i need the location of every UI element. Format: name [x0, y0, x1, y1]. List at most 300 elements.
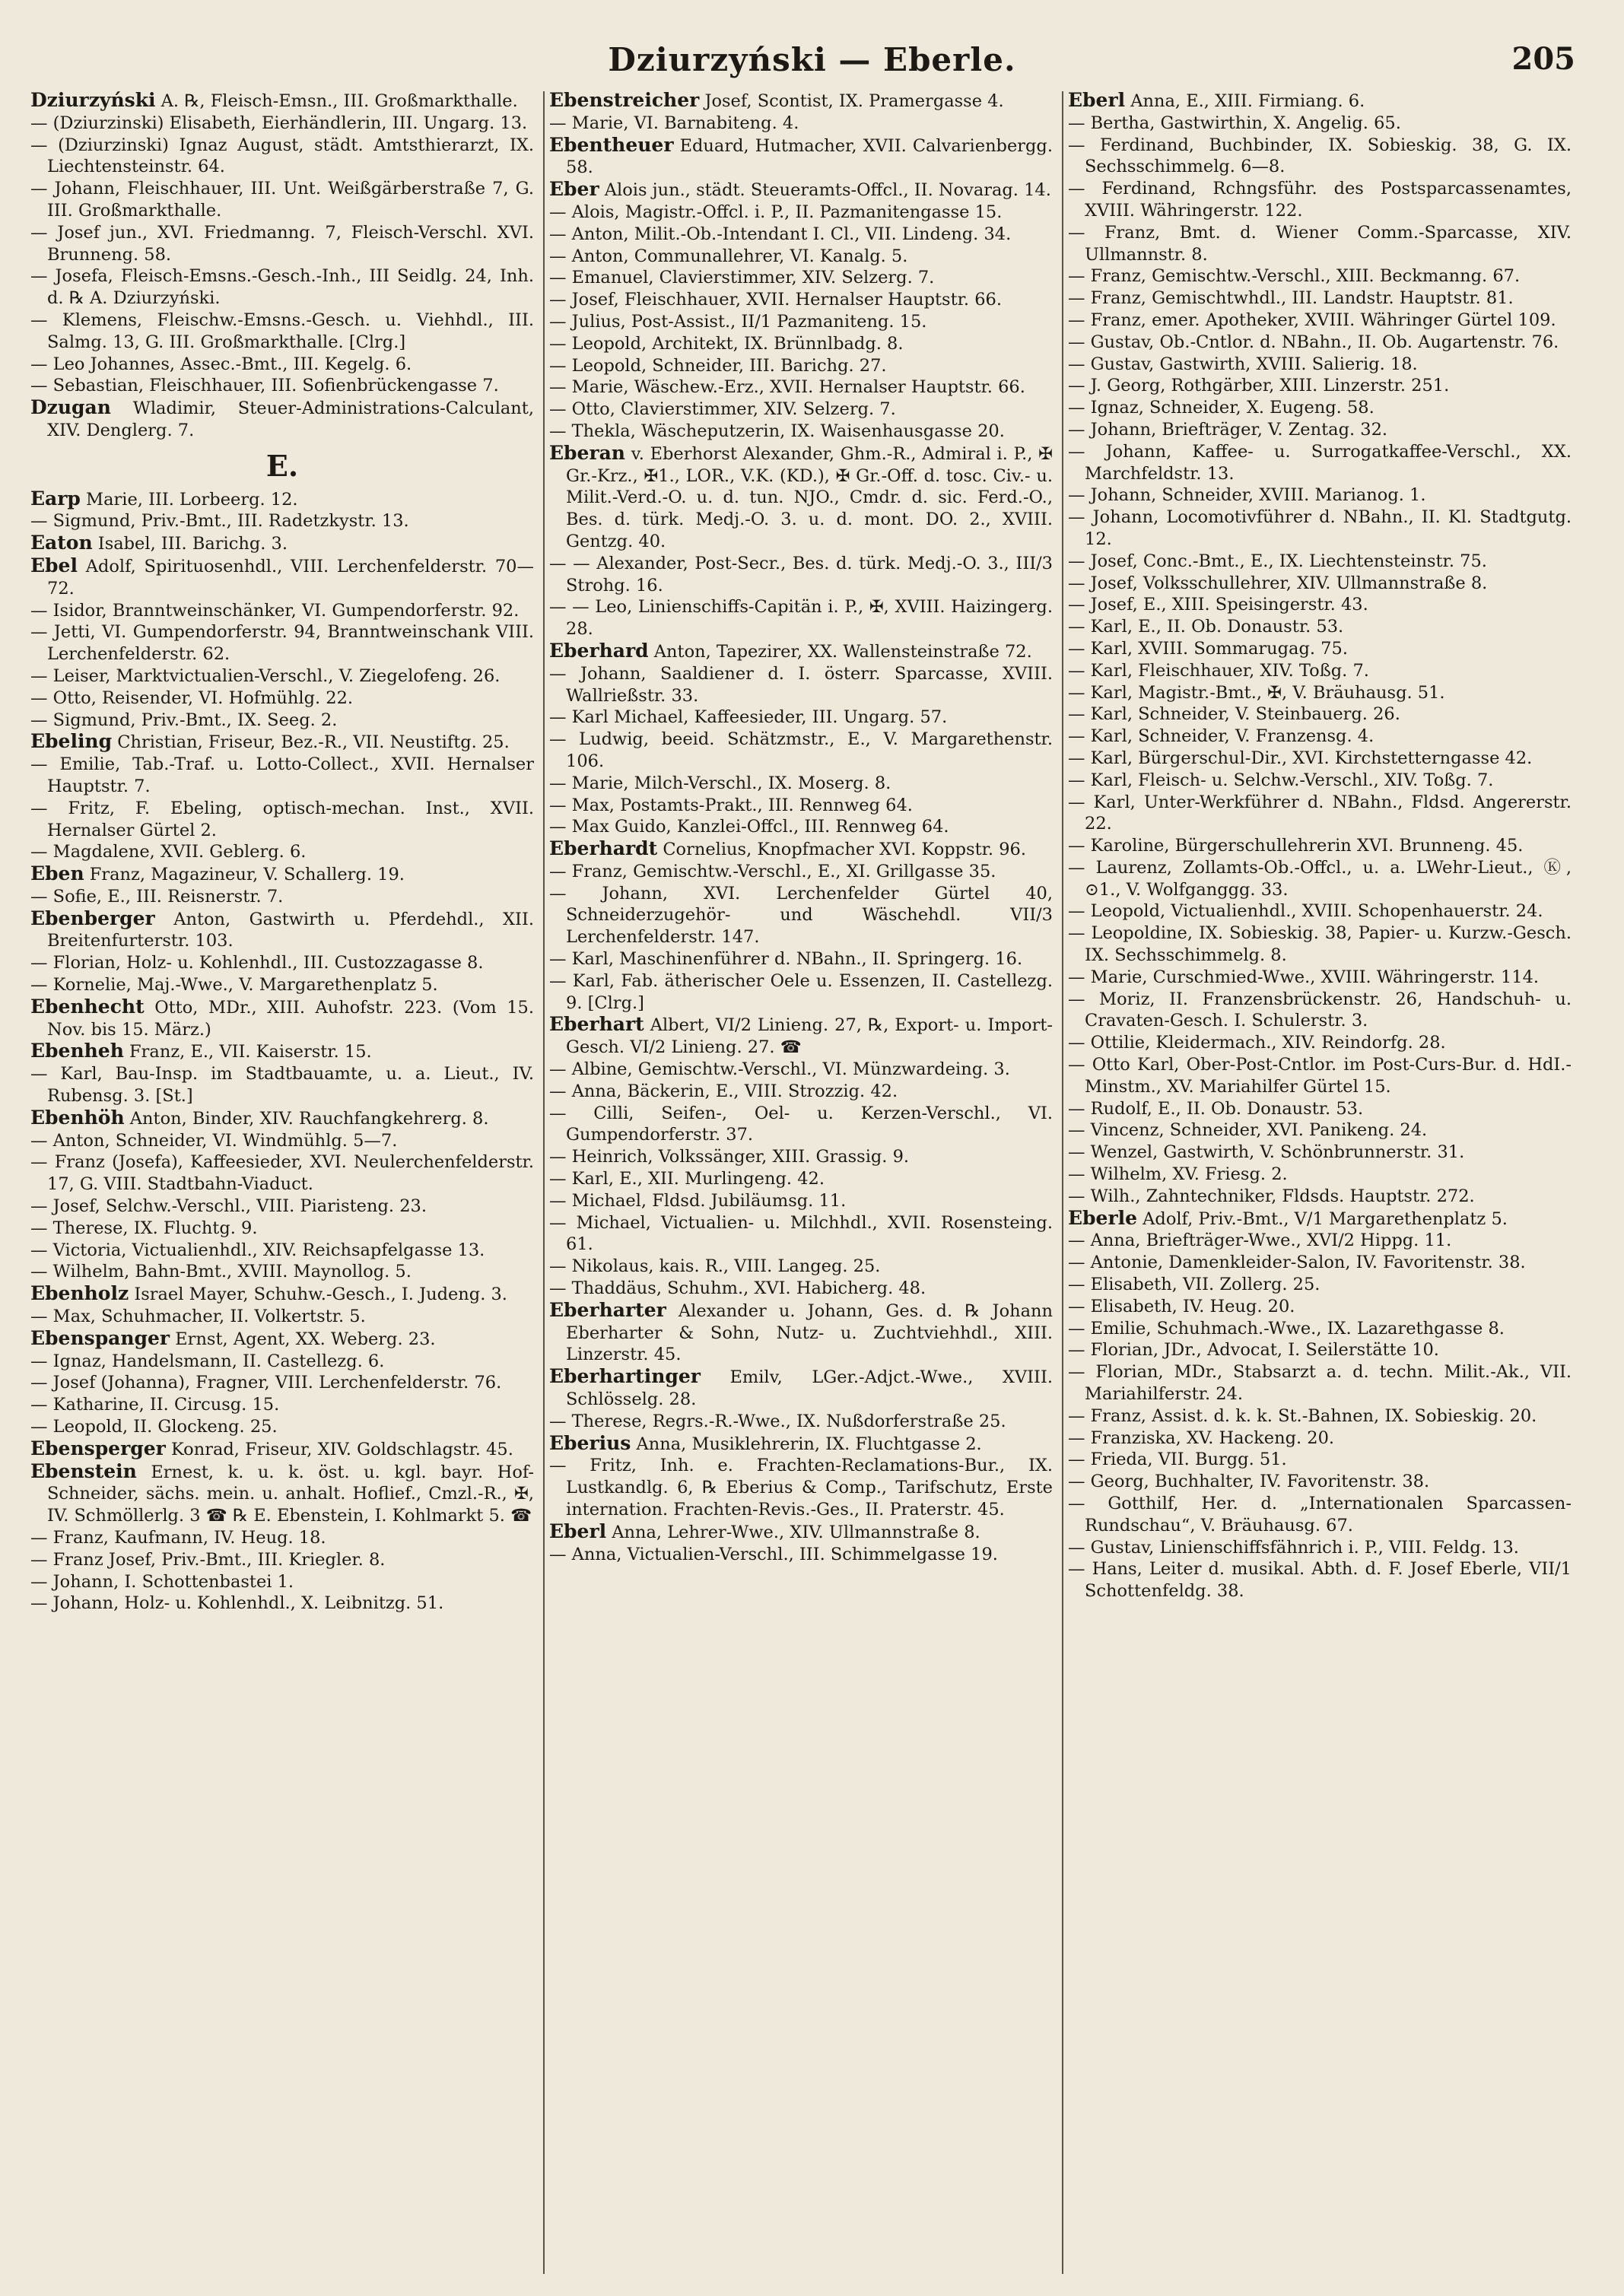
entry-text: — Therese, Regrs.-R.-Wwe., IX. Nußdorferstraße 25.: [549, 1411, 1006, 1431]
entry-surname: Ebel: [30, 554, 78, 576]
directory-entry: [549, 1103, 1053, 1147]
entry-text: — Franz, Gemischtw.-Verschl., E., XI. Grillgasse 35.: [549, 861, 996, 881]
directory-entry: [549, 883, 1053, 948]
entry-surname: Ebenberger: [30, 907, 155, 929]
column-3: [1068, 90, 1572, 2280]
directory-entry: [549, 553, 1053, 597]
entry-text: Josef, Scontist, IX. Pramergasse 4.: [699, 91, 1004, 111]
directory-entry: [30, 1306, 534, 1328]
directory-entry: [30, 621, 534, 665]
entry-text: — Johann, Saaldiener d. I. österr. Sparcasse, XVIII. Wallrießstr. 33.: [549, 663, 1053, 706]
entry-text: — Julius, Post-Assist., II/1 Pazmaniteng. 15.: [549, 311, 927, 332]
directory-entry: [1068, 660, 1572, 682]
directory-entry: [30, 1593, 534, 1615]
directory-entry: [1068, 1252, 1572, 1274]
entry-text: — Josef, Fleischhauer, XVII. Hernalser Hauptstr. 66.: [549, 290, 1003, 310]
directory-entry: [549, 399, 1053, 421]
directory-entry: [30, 665, 534, 688]
directory-entry: [549, 90, 1053, 113]
entry-text: — Josef jun., XVI. Friedmanng. 7, Fleisch-Verschl. XVI. Brunneng. 58.: [30, 222, 534, 265]
entry-surname: Ebeling: [30, 730, 113, 753]
entry-text: — Sigmund, Priv.-Bmt., IX. Seeg. 2.: [30, 710, 338, 730]
entry-text: — Franz, Assist. d. k. k. St.-Bahnen, IX. Sobieskig. 20.: [1068, 1405, 1537, 1426]
directory-entry: [1068, 113, 1572, 135]
directory-entry: [30, 488, 534, 511]
entry-surname: Ebentheuer: [549, 133, 674, 156]
directory-entry: [30, 1151, 534, 1196]
entry-surname: Ebenholz: [30, 1282, 129, 1305]
directory-entry: [549, 1256, 1053, 1278]
directory-entry: [549, 816, 1053, 838]
entry-surname: Dzugan: [30, 396, 111, 419]
directory-entry: [1068, 484, 1572, 507]
directory-entry: [549, 1081, 1053, 1103]
directory-entry: [30, 1549, 534, 1571]
directory-entry: [1068, 1537, 1572, 1559]
entry-text: — Franz Josef, Priv.-Bmt., III. Kriegler. 8.: [30, 1549, 386, 1570]
directory-entry: [1068, 551, 1572, 573]
entry-text: — Karl, Bau-Insp. im Stadtbauamte, u. a. Lieut., IV. Rubensg. 3. [St.]: [30, 1064, 534, 1107]
directory-entry: [30, 1063, 534, 1107]
directory-entry: [30, 1261, 534, 1283]
entry-text: — Johann, I. Schottenbastei 1.: [30, 1571, 294, 1592]
directory-entry: [30, 135, 534, 179]
directory-entry: [30, 1040, 534, 1063]
directory-entry: [1068, 375, 1572, 397]
entry-text: — Kornelie, Maj.-Wwe., V. Margarethenplatz 5.: [30, 975, 438, 996]
directory-entry: [1068, 1427, 1572, 1450]
entry-surname: Dziurzyński: [30, 90, 156, 111]
directory-entry: [1068, 1361, 1572, 1405]
entry-text: — Georg, Buchhalter, IV. Favoritenstr. 38.: [1068, 1472, 1430, 1492]
directory-entry: [549, 1300, 1053, 1366]
entry-surname: Ebenhecht: [30, 995, 145, 1018]
entry-text: — Marie, VI. Barnabiteng. 4.: [549, 113, 799, 133]
column-rule: [1062, 91, 1063, 2274]
entry-text: — Wenzel, Gastwirth, V. Schönbrunnerstr. 31.: [1068, 1142, 1465, 1163]
entry-text: — Emanuel, Clavierstimmer, XIV. Selzerg. 7.: [549, 268, 935, 288]
directory-entry: [30, 798, 534, 842]
entry-text: Alexander u. Johann, Ges. d. ℞ Johann Eberharter & Sohn, Nutz- u. Zuchtviehhdl., XIII. Linzerstr. 45.: [566, 1300, 1053, 1365]
directory-entry: [549, 113, 1053, 135]
entry-text: — Franz, Bmt. d. Wiener Comm.-Sparcasse, XIV. Ullmannstr. 8.: [1068, 222, 1572, 265]
directory-entry: [549, 376, 1053, 399]
entry-text: — Sigmund, Priv.-Bmt., III. Radetzkystr. 13.: [30, 511, 409, 532]
entry-text: — Ottilie, Kleidermach., XIV. Reindorfg. 28.: [1068, 1033, 1446, 1053]
entry-text: — (Dziurzinski) Ignaz August, städt. Amtsthierarzt, IX. Liechtensteinstr. 64.: [30, 135, 534, 177]
entry-text: — Anna, Victualien-Verschl., III. Schimmelgasse 19.: [549, 1544, 998, 1564]
directory-entry: [1068, 1274, 1572, 1296]
entry-text: — Magdalene, XVII. Geblerg. 6.: [30, 842, 307, 862]
entry-text: — Laurenz, Zollamts-Ob.-Offcl., u. a. LWehr-Lieut., Ⓚ, ⊙1., V. Wolfganggg. 33.: [1068, 857, 1572, 900]
entry-text: — Karl, Fab. ätherischer Oele u. Essenzen, II. Castellezg. 9. [Clrg.]: [549, 970, 1053, 1013]
entry-text: — Leo Johannes, Assec.-Bmt., III. Kegelg. 6.: [30, 354, 412, 374]
entry-surname: Eberius: [549, 1431, 631, 1454]
directory-entry: [549, 443, 1053, 553]
directory-entry: [549, 1433, 1053, 1456]
entry-text: Konrad, Friseur, XIV. Goldschlagstr. 45.: [165, 1439, 513, 1459]
entry-text: — Ignaz, Handelsmann, II. Castellezg. 6.: [30, 1351, 385, 1371]
directory-entry: [30, 908, 534, 953]
entry-text: — Franz, Kaufmann, IV. Heug. 18.: [30, 1528, 326, 1548]
directory-entry: [30, 1438, 534, 1461]
entry-text: Anna, Lehrer-Wwe., XIV. Ullmannstraße 8.: [606, 1522, 980, 1542]
directory-entry: [549, 1212, 1053, 1256]
entry-text: Isabel, III. Barichg. 3.: [92, 534, 288, 554]
entry-text: — Max Guido, Kanzlei-Offcl., III. Rennweg 64.: [549, 817, 949, 837]
entry-text: — Johann, Briefträger, V. Zentag. 32.: [1068, 419, 1388, 440]
entry-text: Israel Mayer, Schuhw.-Gesch., I. Judeng. 3.: [129, 1285, 507, 1305]
entry-text: — Antonie, Damenkleider-Salon, IV. Favoritenstr. 38.: [1068, 1253, 1526, 1273]
directory-entry: [549, 355, 1053, 377]
directory-entry: [30, 510, 534, 532]
entry-surname: Ebenheh: [30, 1040, 124, 1062]
entry-text: Alois jun., städt. Steueramts-Offcl., II. Novarag. 14.: [599, 180, 1051, 201]
entry-text: — Marie, Curschmied-Wwe., XVIII. Währingerstr. 114.: [1068, 967, 1540, 987]
entry-text: — Frieda, VII. Burgg. 51.: [1068, 1450, 1287, 1470]
directory-entry: [1068, 178, 1572, 222]
entry-text: — Leopold, II. Glockeng. 25.: [30, 1417, 278, 1437]
directory-entry: [549, 838, 1053, 861]
entry-text: — Franz, Gemischtwhdl., III. Landstr. Hauptstr. 81.: [1068, 288, 1514, 309]
entry-text: — Josefa, Fleisch-Emsns.-Gesch.-Inh., III Seidlg. 24, Inh. d. ℞ A. Dziurzyński.: [30, 266, 534, 309]
entry-text: Adolf, Spirituosenhdl., VIII. Lerchenfelderstr. 70—72.: [47, 556, 534, 599]
entry-text: — Karl, Magistr.-Bmt., ✠, V. Bräuhausg. 51.: [1068, 682, 1445, 703]
directory-entry: [30, 731, 534, 754]
entry-text: — Johann, Kaffee- u. Surrogatkaffee-Verschl., XX. Marchfeldstr. 13.: [1068, 441, 1572, 484]
entry-text: — Otto, Reisender, VI. Hofmühlg. 22.: [30, 688, 354, 708]
directory-entry: [549, 729, 1053, 773]
directory-entry: [1068, 770, 1572, 792]
entry-text: — Wilh., Zahntechniker, Fldsds. Hauptstr. 272.: [1068, 1186, 1475, 1206]
directory-entry: [30, 886, 534, 908]
directory-entry: [549, 1146, 1053, 1168]
directory-entry: [1068, 923, 1572, 967]
directory-entry: [1068, 90, 1572, 113]
entry-surname: Ebenstein: [30, 1459, 137, 1482]
entry-text: — Michael, Victualien- u. Milchhdl., XVII. Rosensteing. 61.: [549, 1212, 1053, 1255]
directory-entry: [1068, 594, 1572, 616]
directory-entry: [1068, 857, 1572, 901]
entry-text: — Franz (Josefa), Kaffeesieder, XVI. Neulerchenfelderstr. 17, G. VIII. Stadtbahn-Viaduct.: [30, 1152, 534, 1195]
section-letter: E.: [265, 448, 299, 483]
directory-entry: [30, 710, 534, 732]
entry-text: — Otto, Clavierstimmer, XIV. Selzerg. 7.: [549, 399, 896, 420]
directory-entry: [549, 596, 1053, 640]
entry-text: Christian, Friseur, Bez.-R., VII. Neustiftg. 25.: [112, 732, 510, 753]
directory-entry: [1068, 222, 1572, 266]
directory-entry: [1068, 638, 1572, 660]
entry-surname: Eberharter: [549, 1298, 666, 1321]
entry-text: — Sofie, E., III. Reisnerstr. 7.: [30, 886, 284, 907]
entry-text: — Thekla, Wäscheputzerin, IX. Waisenhausgasse 20.: [549, 421, 1005, 441]
entry-text: A. ℞, Fleisch-Emsn., III. Großmarkthalle.: [155, 91, 518, 111]
entry-text: — Fritz, Inh. e. Frachten-Reclamations-Bur., IX. Lustkandlg. 6, ℞ Eberius & Comp., Tarifschutz, Erste internation. Frachten-Revis.-Ges., II. Praterstr. 45.: [549, 1456, 1053, 1520]
directory-entry: [30, 1328, 534, 1351]
entry-surname: Eben: [30, 862, 84, 885]
entry-text: — Karl, XVIII. Sommarugag. 75.: [1068, 638, 1348, 659]
entry-text: — Karl, Schneider, V. Steinbauerg. 26.: [1068, 704, 1400, 725]
entry-text: — Bertha, Gastwirthin, X. Angelig. 65.: [1068, 113, 1401, 133]
directory-entry: [549, 246, 1053, 268]
directory-entry: [30, 1240, 534, 1262]
directory-entry: [549, 289, 1053, 311]
entry-text: — — Leo, Linienschiffs-Capitän i. P., ✠, XVIII. Haizingerg. 28.: [549, 597, 1053, 640]
directory-entry: [1068, 441, 1572, 485]
directory-entry: [30, 1372, 534, 1394]
entry-text: — Franz, emer. Apotheker, XVIII. Währinger Gürtel 109.: [1068, 310, 1556, 330]
entry-text: — Karl, Unter-Werkführer d. NBahn., Fldsd. Angererstr. 22.: [1068, 792, 1572, 834]
entry-text: — Emilie, Tab.-Traf. u. Lotto-Collect., XVII. Hernalser Hauptstr. 7.: [30, 754, 534, 796]
directory-entry: [30, 1571, 534, 1593]
directory-entry: [30, 222, 534, 266]
directory-entry: [549, 135, 1053, 179]
directory-entry: [30, 375, 534, 397]
entry-text: — Leopold, Architekt, IX. Brünnlbadg. 8.: [549, 333, 904, 354]
directory-entry: [549, 1190, 1053, 1212]
directory-entry: [549, 1455, 1053, 1520]
entry-text: — Gustav, Linienschiffsfähnrich i. P., VIII. Feldg. 13.: [1068, 1537, 1519, 1558]
entry-text: — Heinrich, Volkssänger, XIII. Grassig. 9.: [549, 1147, 910, 1167]
directory-entry: [30, 688, 534, 710]
entry-text: — — Alexander, Post-Secr., Bes. d. türk. Medj.-O. 3., III/3 Strohg. 16.: [549, 553, 1053, 595]
entry-text: — Anton, Milit.-Ob.-Intendant I. Cl., VII. Lindeng. 34.: [549, 224, 1012, 244]
entry-text: — Vincenz, Schneider, XVI. Panikeng. 24.: [1068, 1120, 1428, 1141]
entry-surname: Eberhard: [549, 639, 649, 662]
entry-surname: Ebensperger: [30, 1437, 166, 1459]
entry-text: — Elisabeth, IV. Heug. 20.: [1068, 1296, 1295, 1316]
entry-text: Franz, E., VII. Kaiserstr. 15.: [123, 1042, 372, 1062]
directory-entry: [549, 970, 1053, 1015]
directory-entry: [30, 555, 534, 600]
entry-text: Otto, MDr., XIII. Auhofstr. 223. (Vom 15. Nov. bis 15. März.): [47, 997, 534, 1040]
entry-text: — Klemens, Fleischw.-Emsns.-Gesch. u. Viehhdl., III. Salmg. 13, G. III. Großmarkthalle. [Clrg.]: [30, 310, 534, 352]
entry-text: — Karl, Bürgerschul-Dir., XVI. Kirchstetterngasse 42.: [1068, 748, 1533, 768]
entry-surname: Eberhartinger: [549, 1365, 701, 1388]
entry-text: — Josef, Conc.-Bmt., E., IX. Liechtensteinstr. 75.: [1068, 551, 1487, 571]
directory-entry: [30, 600, 534, 622]
entry-text: Emilv, LGer.-Adjct.-Wwe., XVIII. Schlösselg. 28.: [566, 1367, 1053, 1410]
entry-text: — Josef (Johanna), Fragner, VIII. Lerchenfelderstr. 76.: [30, 1373, 502, 1393]
entry-text: — Anna, Bäckerin, E., VIII. Strozzig. 42.: [549, 1081, 898, 1101]
entry-text: — Sebastian, Fleischhauer, III. Sofienbrückengasse 7.: [30, 376, 499, 396]
entry-text: — Wilhelm, XV. Friesg. 2.: [1068, 1164, 1288, 1185]
entry-text: — Ignaz, Schneider, X. Eugeng. 58.: [1068, 398, 1375, 418]
directory-entry: [549, 1411, 1053, 1433]
entry-text: v. Eberhorst Alexander, Ghm.-R., Admiral i. P., ✠ Gr.-Krz., ✠1., LOR., V.K. (KD.), ✠ Gr.-Off. d. tosc. Civ.- u. Milit.-Verd.-O. u. d. tun. NJO., Cmdr. d. sic. Ferd.-O., Bes. d. türk. Medj.-O. 3. u. d. mont. DO. 2., XVIII. Gentzg. 40.: [566, 443, 1053, 551]
entry-text: — Victoria, Victualienhdl., XIV. Reichsapfelgasse 13.: [30, 1240, 485, 1260]
directory-entry: [1068, 419, 1572, 441]
directory-entry: [30, 974, 534, 996]
entry-surname: Ebenstreicher: [549, 90, 700, 111]
directory-entry: [30, 1461, 534, 1527]
entry-text: — Karl, Fleischhauer, XIV. Toßg. 7.: [1068, 660, 1369, 681]
directory-entry: [1068, 989, 1572, 1033]
directory-entry: [30, 532, 534, 555]
entry-text: — Leopoldine, IX. Sobieskig. 38, Papier- u. Kurzw.-Gesch. IX. Sechsschimmelg. 8.: [1068, 923, 1572, 966]
directory-entry: [1068, 265, 1572, 287]
entry-text: — Johann, Fleischhauer, III. Unt. Weißgärberstraße 7, G. III. Großmarkthalle.: [30, 179, 534, 221]
directory-entry: [1068, 310, 1572, 332]
entry-text: Marie, III. Lorbeerg. 12.: [80, 489, 298, 510]
directory-entry: [549, 421, 1053, 443]
entry-text: Cornelius, Knopfmacher XVI. Koppstr. 96.: [657, 840, 1027, 860]
directory-entry: [549, 773, 1053, 795]
directory-entry: [549, 179, 1053, 202]
directory-entry: [30, 178, 534, 222]
directory-entry: [30, 863, 534, 886]
entry-text: — Max, Schuhmacher, II. Volkertstr. 5.: [30, 1307, 366, 1327]
directory-entry: [30, 1351, 534, 1373]
entry-text: Anton, Binder, XIV. Rauchfangkehrerg. 8.: [124, 1108, 489, 1129]
directory-entry: [1068, 967, 1572, 989]
entry-text: — Leiser, Marktvictualien-Verschl., V. Ziegelofeng. 26.: [30, 665, 501, 686]
directory-entry: [549, 1366, 1053, 1411]
entry-text: — Johann, Schneider, XVIII. Marianog. 1.: [1068, 485, 1426, 506]
entry-text: — Johann, Holz- u. Kohlenhdl., X. Leibnitzg. 51.: [30, 1593, 444, 1614]
page-number: 205: [1511, 41, 1575, 77]
directory-entry: [1068, 792, 1572, 836]
directory-entry: [30, 1107, 534, 1130]
entry-text: — Cilli, Seifen-, Oel- u. Kerzen-Verschl., VI. Gumpendorferstr. 37.: [549, 1103, 1053, 1145]
directory-entry: [1068, 835, 1572, 857]
directory-entry: [549, 267, 1053, 289]
directory-entry: [1068, 1471, 1572, 1493]
entry-text: — Josef, E., XIII. Speisingerstr. 43.: [1068, 595, 1368, 615]
entry-text: — Otto Karl, Ober-Post-Cntlor. im Post-Curs-Bur. d. HdI.-Minstm., XV. Mariahilfer Gürtel 15.: [1068, 1055, 1572, 1097]
entry-text: — Elisabeth, VII. Zollerg. 25.: [1068, 1275, 1320, 1295]
entry-text: Ernst, Agent, XX. Weberg. 23.: [170, 1329, 436, 1349]
directory-entry: [549, 1521, 1053, 1544]
entry-text: — Florian, Holz- u. Kohlenhdl., III. Custozzagasse 8.: [30, 953, 484, 973]
entry-surname: Earp: [30, 487, 81, 510]
entry-text: Anton, Gastwirth u. Pferdehdl., XII. Breitenfurterstr. 103.: [47, 909, 534, 951]
directory-entry: [549, 861, 1053, 883]
directory-entry: [549, 202, 1053, 224]
entry-text: — Albine, Gemischtw.-Verschl., VI. Münzwardeing. 3.: [549, 1059, 1010, 1080]
entry-surname: Eberan: [549, 441, 625, 464]
directory-entry: [1068, 1119, 1572, 1142]
directory-entry: [549, 333, 1053, 355]
entry-text: — Marie, Wäschew.-Erz., XVII. Hernalser Hauptstr. 66.: [549, 377, 1025, 398]
entry-text: — Fritz, F. Ebeling, optisch-mechan. Inst., XVII. Hernalser Gürtel 2.: [30, 798, 534, 840]
entry-text: — Ludwig, beeid. Schätzmstr., E., V. Margarethenstr. 106.: [549, 729, 1053, 771]
directory-entry: [549, 663, 1053, 707]
entry-text: — Isidor, Branntweinschänker, VI. Gumpendorferstr. 92.: [30, 600, 520, 621]
entry-text: — (Dziurzinski) Elisabeth, Eierhändlerin, III. Ungarg. 13.: [30, 113, 528, 133]
entry-text: — Hans, Leiter d. musikal. Abth. d. F. Josef Eberle, VII/1 Schottenfeldg. 38.: [1068, 1559, 1572, 1602]
directory-entry: [30, 265, 534, 310]
running-header: [30, 30, 1594, 91]
entry-text: — Karl, Fleisch- u. Selchw.-Verschl., XIV. Toßg. 7.: [1068, 770, 1494, 790]
entry-surname: Eberle: [1068, 1206, 1138, 1229]
directory-entry: [1068, 354, 1572, 376]
entry-surname: Eaton: [30, 532, 93, 554]
directory-entry: [1068, 616, 1572, 638]
directory-entry: [1068, 1186, 1572, 1208]
entry-text: Anna, E., XIII. Firmiang. 6.: [1125, 91, 1365, 111]
entry-text: — Ferdinand, Buchbinder, IX. Sobieskig. 38, G. IX. Sechsschimmelg. 6—8.: [1068, 135, 1572, 177]
entry-text: — Max, Postamts-Prakt., III. Rennweg 64.: [549, 795, 913, 815]
directory-entry: [1068, 703, 1572, 726]
entry-text: Adolf, Priv.-Bmt., V/1 Margarethenplatz 5.: [1137, 1208, 1508, 1229]
directory-entry: [1068, 1558, 1572, 1602]
entry-text: — Anton, Schneider, VI. Windmühlg. 5—7.: [30, 1130, 398, 1151]
directory-entry: [1068, 1208, 1572, 1231]
entry-text: — Franz, Gemischtw.-Verschl., XIII. Beckmanng. 67.: [1068, 266, 1521, 287]
directory-entry: [549, 1544, 1053, 1566]
directory-entry: [30, 310, 534, 354]
entry-text: Albert, VI/2 Linieng. 27, ℞, Export- u. Import-Gesch. VI/2 Linieng. 27. ☎: [566, 1015, 1053, 1058]
directory-entry: [549, 1168, 1053, 1190]
directory-entry: [1068, 1054, 1572, 1098]
directory-entry: [30, 1527, 534, 1549]
directory-entry: [1068, 1493, 1572, 1537]
entry-text: — Karl, Schneider, V. Franzensg. 4.: [1068, 726, 1375, 747]
entry-text: — Gustav, Ob.-Cntlor. d. NBahn., II. Ob. Augartenstr. 76.: [1068, 332, 1559, 352]
directory-entry: [1068, 1339, 1572, 1361]
directory-entry: [30, 1416, 534, 1438]
entry-text: Franz, Magazineur, V. Schallerg. 19.: [84, 865, 405, 885]
directory-entry: [1068, 1296, 1572, 1318]
column-2: [549, 90, 1053, 2280]
entry-text: — Emilie, Schuhmach.-Wwe., IX. Lazarethgasse 8.: [1068, 1318, 1505, 1339]
entry-surname: Eberhardt: [549, 837, 658, 860]
directory-entry: [30, 354, 534, 376]
entry-text: — Leopold, Victualienhdl., XVIII. Schopenhauerstr. 24.: [1068, 901, 1543, 922]
entry-text: Wladimir, Steuer-Administrations-Calculant, XIV. Denglerg. 7.: [47, 399, 534, 440]
entry-text: — Josef, Volksschullehrer, XIV. Ullmannstraße 8.: [1068, 573, 1488, 593]
directory-entry: [30, 1283, 534, 1306]
entry-text: — Anton, Communallehrer, VI. Kanalg. 5.: [549, 246, 908, 266]
directory-entry: [30, 90, 534, 113]
directory-entry: [1068, 287, 1572, 310]
entry-text: Eduard, Hutmacher, XVII. Calvarienbergg. 58.: [566, 135, 1053, 178]
entry-text: — Moriz, II. Franzensbrückenstr. 26, Handschuh- u. Cravaten-Gesch. I. Schulerstr. 3.: [1068, 989, 1572, 1031]
directory-entry: [549, 640, 1053, 663]
directory-entry: [30, 754, 534, 798]
entry-text: — Karl Michael, Kaffeesieder, III. Ungarg. 57.: [549, 707, 948, 728]
entry-surname: Eber: [549, 178, 599, 201]
directory-entry: [1068, 573, 1572, 595]
directory-entry: [549, 1059, 1053, 1081]
directory-entry: [549, 1014, 1053, 1059]
entry-text: — Franziska, XV. Hackeng. 20.: [1068, 1427, 1335, 1448]
entry-text: — Rudolf, E., II. Ob. Donaustr. 53.: [1068, 1098, 1364, 1119]
entry-text: — Florian, MDr., Stabsarzt a. d. techn. Milit.-Ak., VII. Mariahilferstr. 24.: [1068, 1362, 1572, 1405]
directory-entry: [1068, 397, 1572, 419]
running-title: Dziurzyński — Eberle.: [608, 41, 1016, 78]
directory-entry: [1068, 900, 1572, 923]
entry-text: — Michael, Fldsd. Jubiläumsg. 11.: [549, 1190, 847, 1211]
entry-surname: Eberl: [549, 1520, 607, 1542]
entry-text: — Karl, E., XII. Murlingeng. 42.: [549, 1169, 825, 1189]
entry-text: — Gotthilf, Her. d. „Internationalen Sparcassen-Rundschau“, V. Bräuhausg. 67.: [1068, 1494, 1572, 1535]
entry-text: — Florian, JDr., Advocat, I. Seilerstätte 10.: [1068, 1340, 1439, 1361]
column-rule: [543, 91, 545, 2274]
entry-text: — Karl, Maschinenführer d. NBahn., II. Springerg. 16.: [549, 949, 1023, 970]
entry-text: Ernest, k. u. k. öst. u. kgl. bayr. Hof-Schneider, sächs. mein. u. anhalt. Hoflief., Cmzl.-R., ✠, IV. Schmöllerlg. 3 ☎ ℞ E. Ebenstein, I. Kohlmarkt 5. ☎: [47, 1462, 534, 1526]
entry-text: — Karoline, Bürgerschullehrerin XVI. Brunneng. 45.: [1068, 836, 1524, 856]
directory-entry: [549, 224, 1053, 246]
directory-entry: [1068, 1449, 1572, 1471]
entry-text: — Johann, Locomotivführer d. NBahn., II. Kl. Stadtgutg. 12.: [1068, 507, 1572, 549]
entry-text: — Nikolaus, kais. R., VIII. Langeg. 25.: [549, 1256, 881, 1277]
directory-entry: [30, 996, 534, 1041]
entry-surname: Ebenspanger: [30, 1326, 170, 1349]
directory-entry: [1068, 1318, 1572, 1340]
directory-entry: [30, 952, 534, 974]
